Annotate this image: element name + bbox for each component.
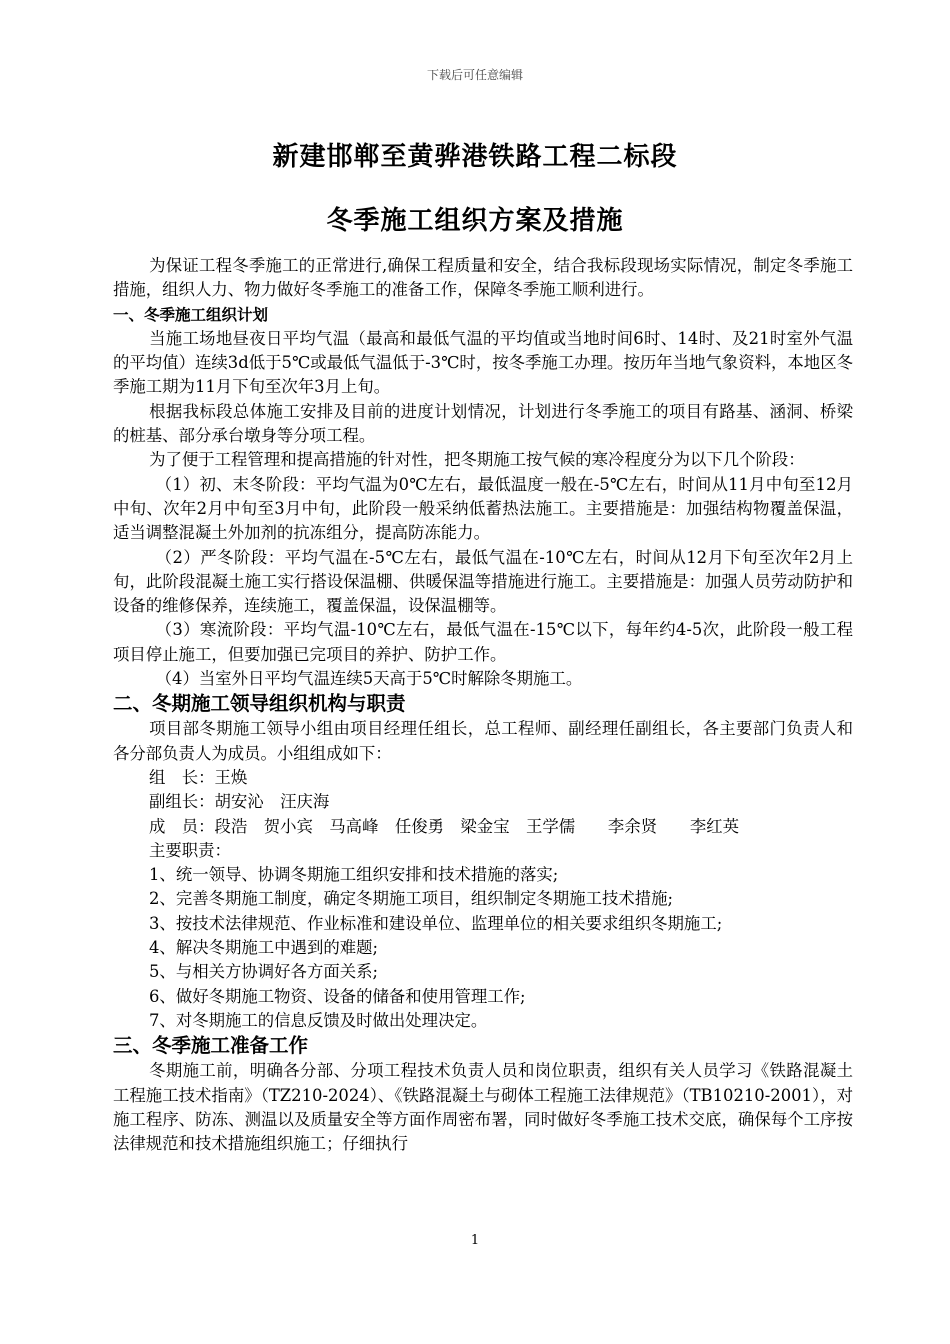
stage-item: （1）初、末冬阶段：平均气温为0℃左右，最低温度一般在-5℃左右，时间从11月中旬至12月中旬、次年2月中旬至3月中旬，此阶段一般采纳低蓄热法施工。主要措施是：加强结构物覆盖保温，适当调整混凝土外加剂的抗冻组分，提高防冻能力。 <box>113 474 853 543</box>
section-1-paragraph: 为了便于工程管理和提高措施的针对性，把冬期施工按气候的寒冷程度分为以下几个阶段： <box>149 450 805 470</box>
deputy-line: 副组长：胡安沁 汪庆海 <box>149 792 330 812</box>
duty-item: 4、解决冬期施工中遇到的难题; <box>149 938 379 958</box>
section-1-heading: 一、冬季施工组织计划 <box>113 305 269 324</box>
section-3-paragraph: 冬期施工前，明确各分部、分项工程技术负责人员和岗位职责，组织有关人员学习《铁路混凝土工程施工技术指南》（TZ210-2024）、《铁路混凝土与砌体工程施工法律规范》（TB10210-2001），对施工程序、防冻、测温以及质量安全等方面作周密布署，同时做好冬季施工技术交底，确保每个工序按法律规范和技术措施组织施工；仔细执行 <box>113 1061 853 1154</box>
stage-item: （3）寒流阶段：平均气温-10℃左右，最低气温在-15℃以下，每年约4-5次，此阶段一般工程项目停止施工，但要加强已完项目的养护、防护工作。 <box>113 620 853 664</box>
section-3-heading: 三、冬季施工准备工作 <box>113 1034 309 1058</box>
duty-item: 2、完善冬期施工制度，确定冬期施工项目，组织制定冬期施工技术措施; <box>149 889 674 909</box>
section-2-paragraph: 项目部冬期施工领导小组由项目经理任组长，总工程师、副经理任副组长，各主要部门负责人和各分部负责人为成员。小组组成如下： <box>113 719 853 763</box>
stage-item: （4）当室外日平均气温连续5天高于5℃时解除冬期施工。 <box>155 669 583 689</box>
section-2-heading: 二、冬期施工领导组织机构与职责 <box>113 692 406 716</box>
document-title: 新建邯郸至黄骅港铁路工程二标段 <box>272 142 678 172</box>
duty-item: 3、按技术法律规范、作业标准和建设单位、监理单位的相关要求组织冬期施工; <box>149 913 723 933</box>
section-1-paragraph: 根据我标段总体施工安排及目前的进度计划情况，计划进行冬季施工的项目有路基、涵洞、桥梁的桩基、部分承台墩身等分项工程。 <box>113 401 853 446</box>
duty-item: 7、对冬期施工的信息反馈及时做出处理决定。 <box>149 1010 488 1030</box>
intro-paragraph: 为保证工程冬季施工的正常进行,确保工程质量和安全，结合我标段现场实际情况，制定冬季施工措施，组织人力、物力做好冬季施工的准备工作，保障冬季施工顺利进行。 <box>113 256 853 300</box>
duty-item: 1、统一领导、协调冬期施工组织安排和技术措施的落实; <box>149 865 559 885</box>
leader-line: 组 长：王焕 <box>149 767 248 787</box>
duties-label: 主要职责： <box>149 840 231 860</box>
stage-item: （2）严冬阶段：平均气温在-5℃左右，最低气温在-10℃左右，时间从12月下旬至次年2月上旬，此阶段混凝土施工实行搭设保温棚、供暖保温等措施进行施工。主要措施是：加强人员劳动防护和设备的维修保养，连续施工，覆盖保温，设保温棚等。 <box>113 547 853 616</box>
members-line: 成 员：段浩 贺小宾 马高峰 任俊勇 梁金宝 王学儒 李余贤 李红英 <box>149 816 740 836</box>
header-note: 下载后可任意编辑 <box>426 68 523 82</box>
document-body <box>113 254 853 1156</box>
document-subtitle: 冬季施工组织方案及措施 <box>326 206 624 236</box>
duty-item: 6、做好冬期施工物资、设备的储备和使用管理工作; <box>149 986 526 1006</box>
duty-item: 5、与相关方协调好各方面关系; <box>149 962 379 982</box>
section-1-paragraph: 当施工场地昼夜日平均气温（最高和最低气温的平均值或当地时间6时、14时、及21时室外气温的平均值）连续3d低于5℃或最低气温低于-3℃时，按冬季施工办理。按历年当地气象资料，本地区冬季施工期为11月下旬至次年3月上旬。 <box>113 328 853 397</box>
page-number: 1 <box>470 1233 480 1248</box>
